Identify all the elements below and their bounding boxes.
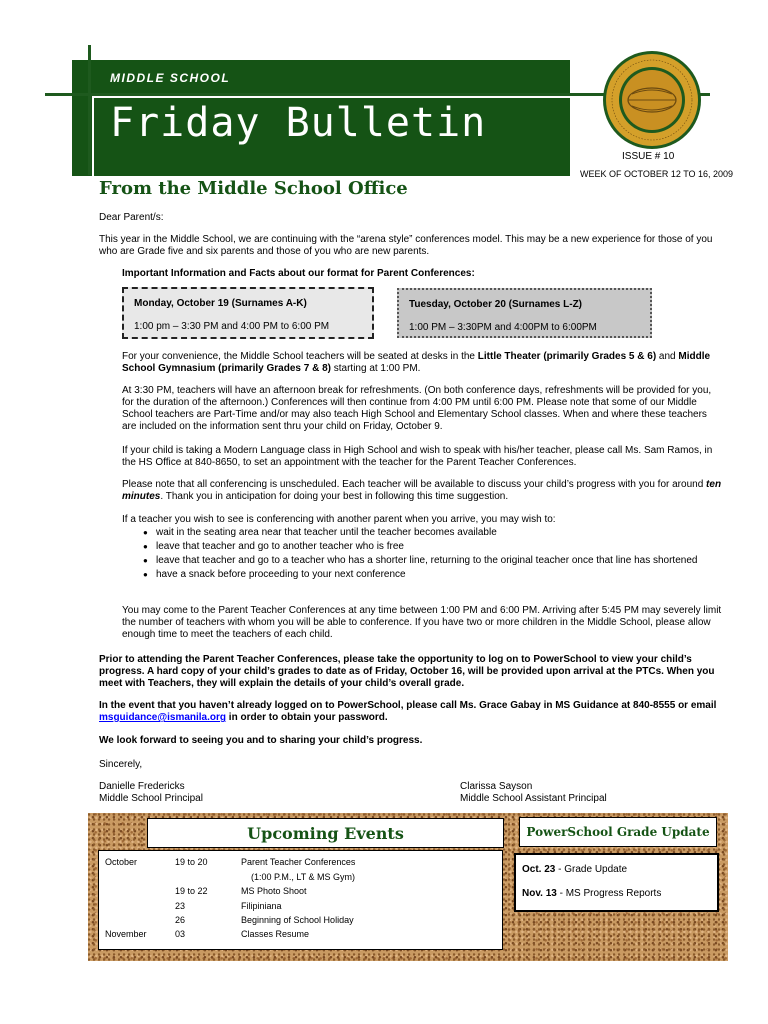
school-seal-icon	[602, 50, 702, 150]
closing-paragraph: We look forward to seeing you and to sharing your child’s progress.	[99, 735, 423, 746]
update-date: Nov. 13	[522, 888, 557, 899]
event-name: Classes Resume	[241, 929, 310, 939]
event-name: Beginning of School Holiday	[241, 915, 354, 925]
guidance-email-link[interactable]: msguidance@ismanila.org	[99, 712, 227, 723]
unscheduled-text: Please note that all conferencing is unscheduled. Each teacher will be available to discuss your child’s progress with you for around	[122, 479, 707, 490]
event-name: Parent Teacher Conferences	[241, 857, 356, 867]
powerschool-paragraph: Prior to attending the Parent Teacher Conferences, please take the opportunity to log on to PowerSchool to view your child’s progress. A hard copy of your child’s grades to date as of Friday, October 16, will be provided upon arrival at the PTCs. When you meet with Teachers, they will explain the details of your child’s overall grade.	[99, 654, 715, 689]
powerschool-title: PowerSchool Grade Update	[526, 825, 710, 839]
event-month: November	[105, 929, 147, 939]
list-item: ● leave that teacher and go to a teacher who has a shorter line, returning to the original teacher once that line has shortened	[140, 555, 722, 567]
event-name: Filipiniana	[241, 901, 282, 911]
intro-paragraph: This year in the Middle School, we are continuing with the “arena style” conferences model. This may be a new experience for those of you who are Grade five and six parents and those of you who are new parents.	[99, 234, 713, 257]
event-day: 19 to 20	[175, 857, 208, 867]
event-day: 23	[175, 901, 186, 911]
signature-principal	[99, 781, 203, 805]
signature-assistant-principal	[460, 781, 607, 805]
list-item	[522, 888, 661, 899]
upcoming-events-title-box	[147, 818, 504, 848]
event-day: 26	[175, 915, 186, 925]
language-paragraph: If your child is taking a Modern Language class in High School and wish to speak with his/her teacher, please call Ms. Sam Ramos, in the HS Office at 840-8650, to set an appointment with the teacher for the Parent Teacher Conferences.	[122, 445, 713, 468]
list-item: ● leave that teacher and go to another teacher who is free	[140, 541, 722, 553]
list-item: ● have a snack before proceeding to your next conference	[140, 569, 722, 581]
options-list	[140, 527, 722, 583]
unscheduled-paragraph	[122, 479, 722, 503]
powerschool-title-box	[519, 817, 717, 847]
venue-little-theater: Little Theater (primarily Grades 5 & 6)	[477, 351, 657, 362]
event-month: October	[105, 857, 138, 867]
password-paragraph	[99, 700, 724, 724]
event-name: (1:00 P.M., LT & MS Gym)	[251, 872, 356, 882]
closing-word: Sincerely,	[99, 759, 143, 770]
options-intro: If a teacher you wish to see is conferencing with another parent when you arrive, you may wish to:	[122, 514, 556, 525]
unscheduled-text-end: . Thank you in anticipation for doing your best in following this time suggestion.	[160, 491, 509, 502]
upcoming-events-table	[98, 850, 503, 950]
monday-heading: Monday, October 19 (Surnames A-K)	[134, 298, 307, 309]
venue-text-and: and	[656, 351, 679, 362]
password-text-end: in order to obtain your password.	[226, 712, 388, 723]
tuesday-schedule-box	[397, 288, 652, 338]
update-text: - Grade Update	[555, 864, 628, 875]
week-range: WEEK OF OCTOBER 12 TO 16, 2009	[580, 169, 734, 179]
masthead-vertical-rule	[88, 45, 91, 175]
venue-start-time: starting at 1:00 PM.	[330, 363, 421, 374]
section-title: From the Middle School Office	[99, 178, 408, 199]
break-paragraph: At 3:30 PM, teachers will have an afternoon break for refreshments. (On both conference days, refreshments will be provided for you, for the duration of the afternoon.) Conferences will then continue from 4:00 PM until 6:00 PM. Please note that some of our Middle School teachers are Part-Time and/or may also teach High School and Elementary School classes. When and where these teachers are included on the information sent thru your child on Friday, October 9.	[122, 385, 712, 432]
signature-role: Middle School Assistant Principal	[460, 793, 607, 804]
list-item	[522, 864, 627, 875]
monday-schedule-box	[122, 287, 374, 339]
ten-minutes-emphasis: ten minutes	[122, 479, 722, 502]
update-text: - MS Progress Reports	[556, 888, 662, 899]
tuesday-time: 1:00 PM – 3:30PM and 4:00PM to 6:00PM	[409, 322, 597, 333]
issue-number: ISSUE # 10	[622, 151, 675, 162]
facts-heading: Important Information and Facts about our format for Parent Conferences:	[122, 268, 475, 279]
signature-name: Clarissa Sayson	[460, 781, 533, 792]
salutation: Dear Parent/s:	[99, 212, 164, 223]
list-item: ● wait in the seating area near that teacher until the teacher becomes available	[140, 527, 722, 539]
timing-paragraph: You may come to the Parent Teacher Conferences at any time between 1:00 PM and 6:00 PM. Arriving after 5:45 PM may severely limit the number of teachers with whom you will be able to conference. If you have two or more children in the Middle School, please allow enough time to meet the teachers of each child.	[122, 605, 722, 640]
venue-ms-gym: Middle School Gymnasium (primarily Grades 7 & 8)	[122, 351, 711, 374]
event-day: 03	[175, 929, 186, 939]
venue-paragraph	[122, 351, 722, 375]
powerschool-updates	[514, 853, 719, 912]
event-name: MS Photo Shoot	[241, 886, 307, 896]
school-label: MIDDLE SCHOOL	[110, 71, 231, 85]
monday-time: 1:00 pm – 3:30 PM and 4:00 PM to 6:00 PM	[134, 321, 330, 332]
upcoming-events-title: Upcoming Events	[247, 824, 404, 843]
signature-role: Middle School Principal	[99, 793, 203, 804]
signature-name: Danielle Fredericks	[99, 781, 185, 792]
password-text: In the event that you haven’t already logged on to PowerSchool, please call Ms. Grace Gabay in MS Guidance at 840-8555 or email	[99, 700, 717, 711]
tuesday-heading: Tuesday, October 20 (Surnames L-Z)	[409, 299, 583, 310]
newsletter-title: Friday Bulletin	[110, 100, 487, 146]
update-date: Oct. 23	[522, 864, 556, 875]
event-day: 19 to 22	[175, 886, 208, 896]
venue-text: For your convenience, the Middle School teachers will be seated at desks in the	[122, 351, 478, 362]
